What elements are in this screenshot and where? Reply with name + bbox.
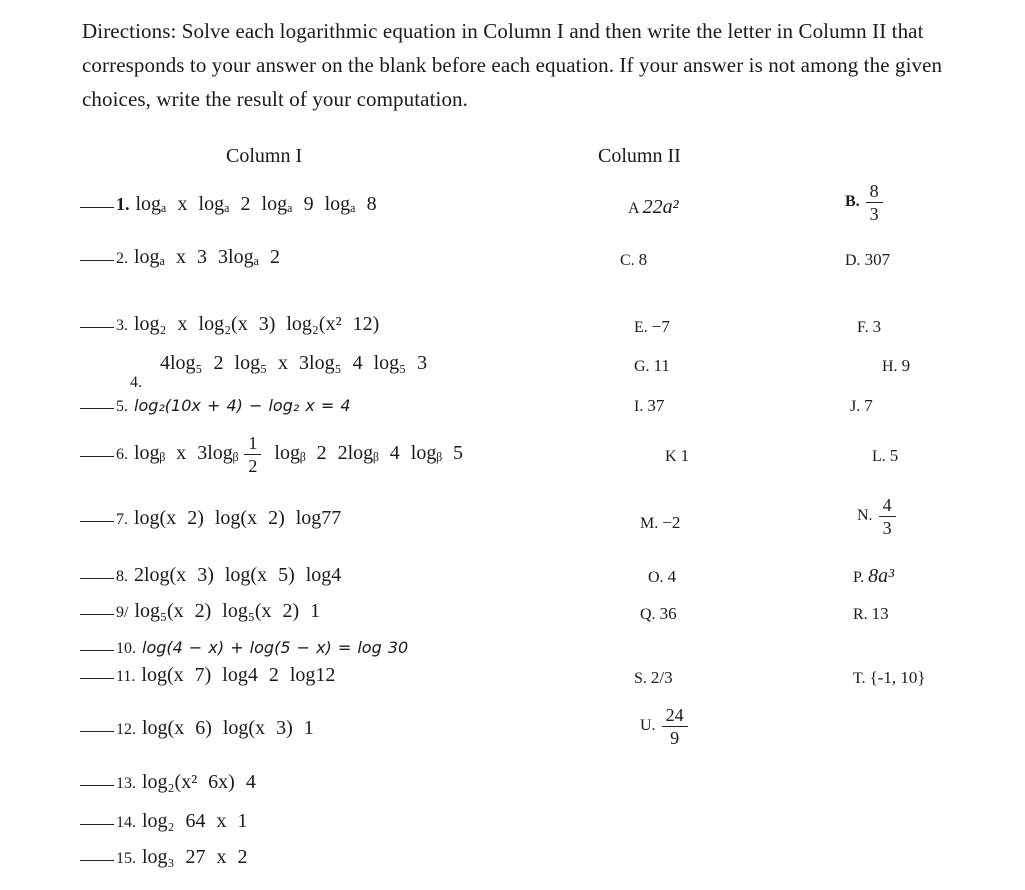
equation-row-5 (80, 394, 351, 424)
column-2-header: Column II (598, 145, 681, 167)
choice-k: K 1 (665, 446, 690, 465)
equation-number: 7. (116, 511, 128, 528)
choice-u: U. $\frac{24}{9}$ (640, 704, 688, 749)
choice-f: F. 3 (857, 317, 882, 336)
equation-text-continued: logᵦ 2 2logᵦ 4 logᵦ 5 (274, 442, 464, 465)
answer-blank[interactable] (80, 327, 114, 328)
equation-row-2 (80, 246, 280, 276)
equation-text: log₅(x 2) log₅(x 2) 1 (134, 600, 321, 622)
equation-text: log₂ x log₂(x 3) log₂(x² 12) (134, 313, 380, 335)
equation-text: logₐ x logₐ 2 logₐ 9 logₐ 8 (135, 193, 377, 215)
answer-blank[interactable] (80, 860, 114, 861)
choice-q: Q. 36 (640, 604, 677, 623)
equation-number: 12. (116, 721, 136, 738)
choice-e: E. −7 (634, 317, 670, 336)
equation-row-9 (80, 600, 320, 630)
equation-row-11 (80, 664, 335, 694)
column-1-header: Column I (226, 145, 303, 167)
equation-row-1 (80, 193, 377, 223)
choice-n: N. $\frac{4}{3}$ (857, 494, 896, 539)
equation-row-7 (80, 507, 341, 537)
equation-text: log(x 2) log(x 2) log77 (134, 507, 342, 529)
equation-row-3 (80, 313, 379, 343)
equation-row-14 (80, 810, 248, 840)
answer-blank[interactable] (80, 578, 114, 579)
equation-text: 2log(x 3) log(x 5) log4 (134, 564, 342, 586)
choice-j: J. 7 (850, 396, 873, 415)
choice-b: B. $\frac{8}{3}$ (845, 180, 883, 225)
equation-text: logᵦ x 3logᵦ (134, 442, 239, 465)
equation-text: log₂(x² 6x) 4 (142, 771, 256, 793)
equation-number: 5. (116, 398, 128, 415)
equation-number: 10. (116, 640, 136, 657)
equation-row-4 (130, 352, 427, 382)
choice-p: P. 8a³ (853, 565, 895, 587)
choice-d: D. 307 (845, 250, 891, 269)
equation-row-10 (80, 636, 408, 666)
choice-r: R. 13 (853, 604, 889, 623)
answer-blank[interactable] (80, 731, 114, 732)
answer-blank[interactable] (80, 456, 114, 457)
answer-blank[interactable] (80, 260, 114, 261)
choice-c: C. 8 (620, 250, 648, 269)
choice-l: L. 5 (872, 446, 899, 465)
equation-row-12 (80, 717, 314, 747)
choice-fraction: $\frac{24}{9}$ (662, 704, 688, 749)
equation-number: 15. (116, 850, 136, 867)
equation-row-15 (80, 846, 248, 876)
choice-fraction: $\frac{8}{3}$ (866, 180, 883, 225)
answer-blank[interactable] (80, 521, 114, 522)
choice-o: O. 4 (648, 567, 677, 586)
choice-t: T. {-1, 10} (853, 668, 926, 687)
equation-number: 14. (116, 814, 136, 831)
equation-text: log₂ 64 x 1 (142, 810, 248, 832)
answer-blank[interactable] (80, 207, 114, 208)
equation-text: log(x 7) log4 2 log12 (141, 664, 336, 686)
choice-a: A 22a² (628, 196, 679, 218)
equation-fraction: $\frac{1}{2}$ (244, 432, 261, 477)
equation-row-6 (80, 432, 463, 478)
equation-row-13 (80, 771, 256, 801)
equation-number: 3. (116, 317, 128, 334)
equation-text: logₐ x 3 3logₐ 2 (134, 246, 281, 268)
choice-h: H. 9 (882, 356, 911, 375)
equation-row-8 (80, 564, 341, 594)
equation-number: 6. (116, 446, 128, 464)
answer-blank[interactable] (80, 824, 114, 825)
equation-number: 11. (116, 668, 136, 685)
choice-m: M. −2 (640, 513, 681, 532)
equation-number: 13. (116, 775, 136, 792)
answer-blank[interactable] (80, 408, 114, 409)
equation-number: 1. (116, 194, 130, 214)
directions-text: Directions: Solve each logarithmic equation in Column I and then write the letter in Column II that corresponds to your answer on the blank before each equation. If your answer is not among the given choices, write the result of your computation. (82, 19, 943, 111)
answer-blank[interactable] (80, 614, 114, 615)
equation-number: 2. (116, 250, 128, 267)
equation-number: 4. (130, 374, 142, 391)
choice-fraction: $\frac{4}{3}$ (879, 494, 896, 539)
answer-blank[interactable] (80, 678, 114, 679)
equation-text: log(x 6) log(x 3) 1 (142, 717, 314, 739)
choice-g: G. 11 (634, 356, 670, 375)
equation-text: log₃ 27 x 2 (142, 846, 248, 868)
equation-text: log₂(10x + 4) − log₂ x = 4 (134, 396, 351, 415)
choice-i: I. 37 (634, 396, 665, 415)
equation-text: log(4 − x) + log(5 − x) = log 30 (142, 638, 409, 657)
equation-text: 4log₅ 2 log₅ x 3log₅ 4 log₅ 3 (160, 352, 428, 374)
answer-blank[interactable] (80, 785, 114, 786)
answer-blank[interactable] (80, 650, 114, 651)
equation-number: 9/ (116, 604, 129, 621)
choice-s: S. 2/3 (634, 668, 673, 687)
equation-number: 8. (116, 568, 128, 585)
